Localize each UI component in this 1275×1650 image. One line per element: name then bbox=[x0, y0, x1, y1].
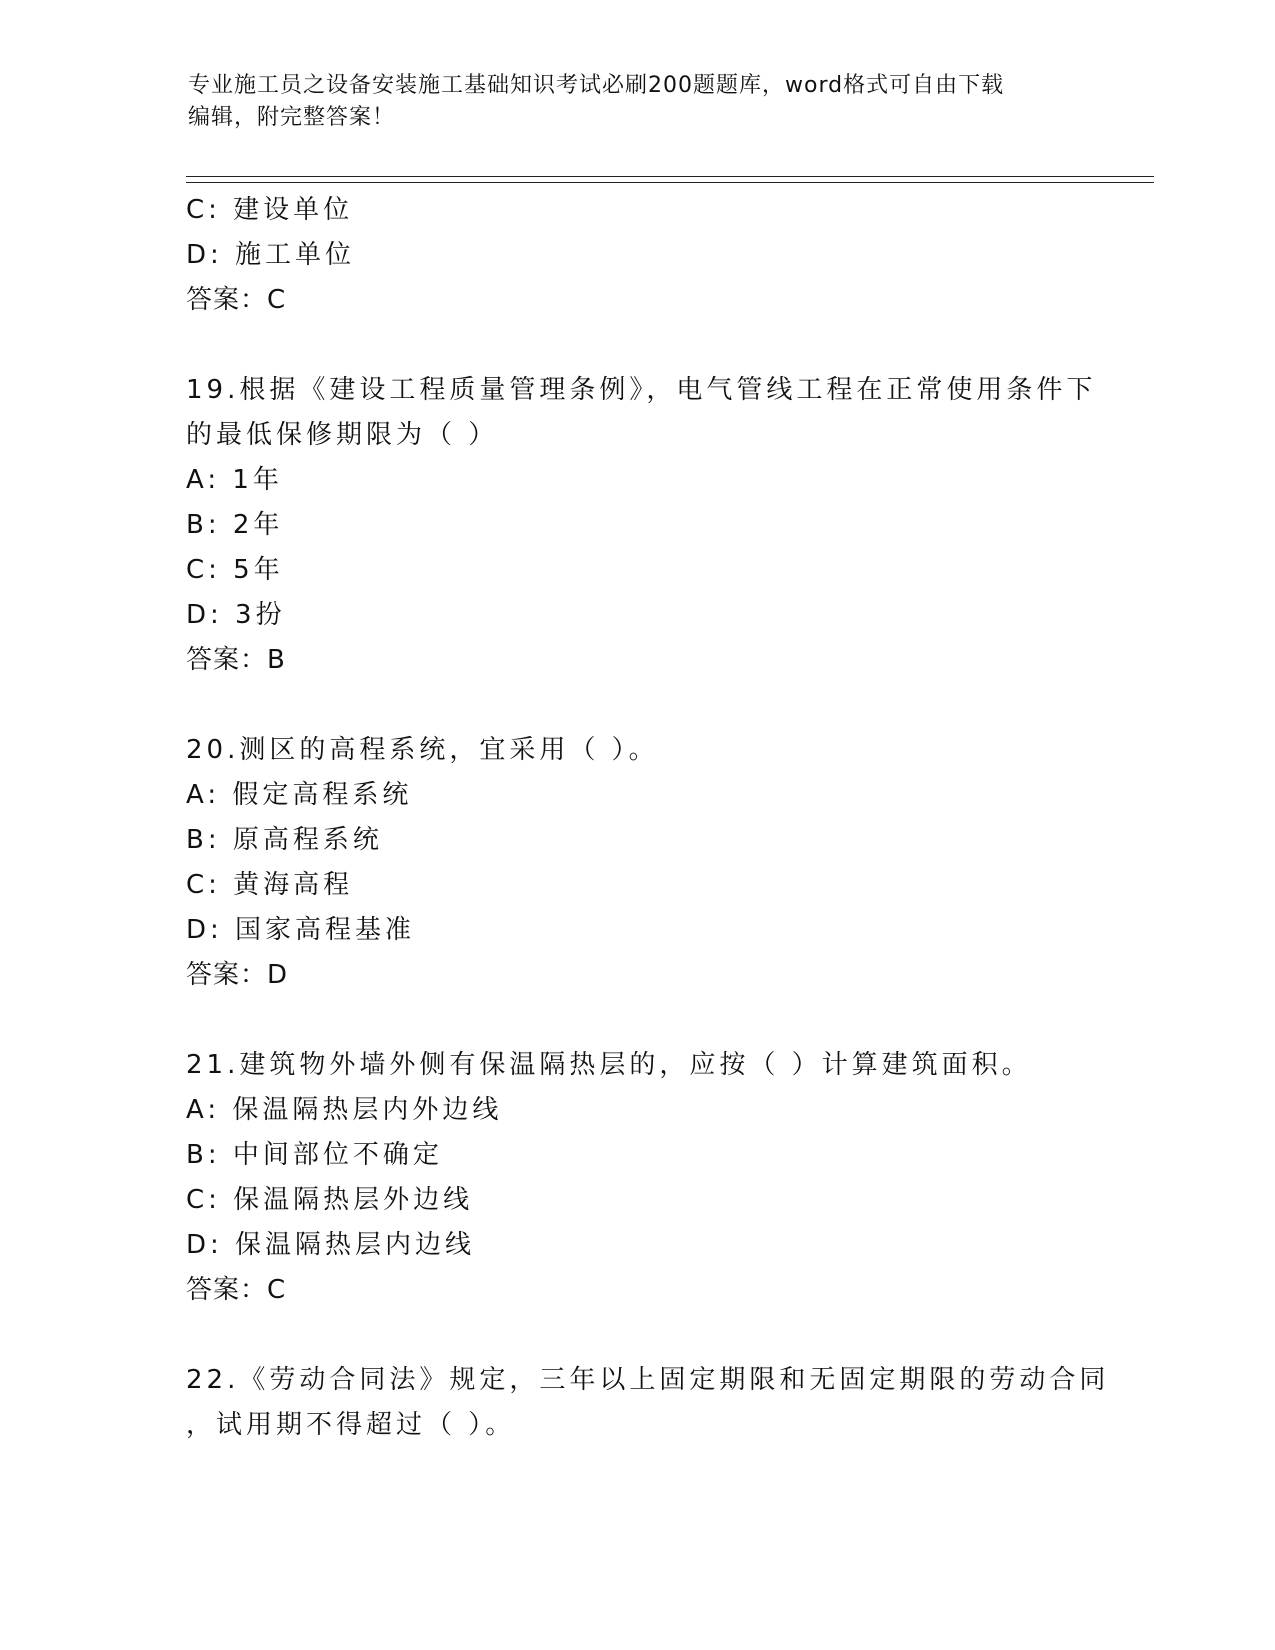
q21-option-a: A: 保温隔热层内外边线 bbox=[186, 1095, 503, 1125]
q19-option-b: B: 2年 bbox=[186, 510, 284, 540]
q19-option-c: C: 5年 bbox=[186, 555, 284, 585]
q21-option-c: C: 保温隔热层外边线 bbox=[186, 1185, 474, 1215]
q18-answer: 答案：C bbox=[186, 285, 287, 315]
q21-option-d: D: 保温隔热层内边线 bbox=[186, 1230, 476, 1260]
header-divider-top bbox=[186, 176, 1154, 177]
q22-stem-line-2: ，试用期不得超过（ ）。 bbox=[186, 1410, 516, 1440]
q20-answer: 答案：D bbox=[186, 960, 289, 990]
header-divider-bottom bbox=[186, 182, 1154, 183]
q22-stem-line-1: 22.《劳动合同法》规定，三年以上固定期限和无固定期限的劳动合同 bbox=[186, 1365, 1110, 1395]
q20-stem-line-1: 20.测区的高程系统，宜采用（ ）。 bbox=[186, 735, 659, 765]
q20-option-d: D: 国家高程基准 bbox=[186, 915, 416, 945]
q20-option-c: C: 黄海高程 bbox=[186, 870, 354, 900]
q18-option-c: C: 建设单位 bbox=[186, 195, 354, 225]
q19-stem-line-1: 19.根据《建设工程质量管理条例》，电气管线工程在正常使用条件下 bbox=[186, 375, 1097, 405]
q19-option-a: A: 1年 bbox=[186, 465, 283, 495]
page-header bbox=[188, 70, 1088, 134]
q21-stem-line-1: 21.建筑物外墙外侧有保温隔热层的，应按（ ）计算建筑面积。 bbox=[186, 1050, 1032, 1080]
q21-option-b: B: 中间部位不确定 bbox=[186, 1140, 443, 1170]
q20-option-b: B: 原高程系统 bbox=[186, 825, 383, 855]
q20-option-a: A: 假定高程系统 bbox=[186, 780, 413, 810]
q21-answer: 答案：C bbox=[186, 1275, 287, 1305]
header-line-1: 专业施工员之设备安装施工基础知识考试必刷200题题库，word格式可自由下载 bbox=[188, 73, 1005, 98]
header-line-2: 编辑，附完整答案！ bbox=[188, 105, 396, 130]
q19-answer: 答案：B bbox=[186, 645, 286, 675]
q19-option-d: D: 3扮 bbox=[186, 600, 286, 630]
q19-stem-line-2: 的最低保修期限为（ ） bbox=[186, 420, 499, 450]
q18-option-d: D: 施工单位 bbox=[186, 240, 356, 270]
